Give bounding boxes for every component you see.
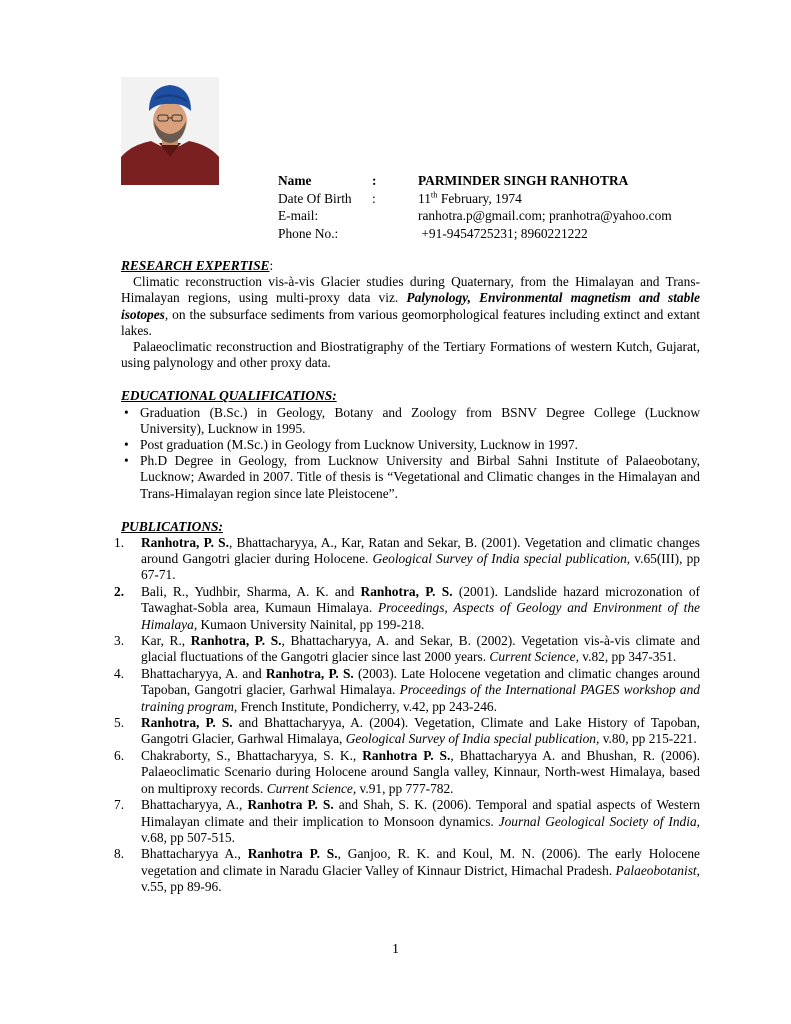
publication-author-highlight: Ranhotra, P. S. bbox=[360, 584, 453, 600]
publications-section bbox=[114, 518, 701, 895]
name-label: Name bbox=[278, 173, 312, 188]
publication-authors-pre: Bali, R., Yudhbir, Sharma, A. K. and bbox=[141, 584, 361, 600]
dob-day: 11 bbox=[418, 190, 431, 206]
publication-title: and Bhattacharyya, A. (2004). Vegetation, Climate and Lake History of Tapoban, Gangotri Glacier, Garhwal Himalaya, bbox=[141, 715, 700, 747]
publication-item bbox=[114, 715, 700, 747]
email-label: E-mail: bbox=[278, 208, 319, 223]
publication-journal: Current Science, bbox=[489, 649, 579, 665]
dob-value bbox=[418, 191, 522, 207]
publication-title: , Ganjoo, R. K. and Koul, M. N. (2006). The early Holocene vegetation and climate in Naradu Glacier Valley of Kinnaur District, Himachal Pradesh. bbox=[141, 846, 700, 878]
publication-number: 1. bbox=[114, 535, 125, 551]
publication-number: 2. bbox=[114, 584, 125, 600]
research-p1-text-c: , on the subsurface sediments from various geomorphological features including extinct and extant lakes. bbox=[121, 306, 700, 338]
publications-heading-colon: : bbox=[218, 518, 223, 534]
publication-author-highlight: Ranhotra P. S. bbox=[247, 797, 334, 813]
publication-journal: Proceedings, Aspects of Geology and Environment of the Himalaya bbox=[141, 600, 701, 632]
publication-item bbox=[114, 797, 700, 846]
publication-number: 3. bbox=[114, 633, 125, 649]
publication-item bbox=[114, 748, 700, 797]
research-heading-colon: : bbox=[269, 258, 274, 273]
research-section bbox=[121, 258, 700, 371]
publication-author-highlight: Ranhotra, P. S. bbox=[141, 715, 233, 731]
publication-journal: Palaeobotanist bbox=[615, 862, 697, 878]
publication-item bbox=[114, 535, 700, 584]
publication-authors-pre: Bhattacharyya A., bbox=[141, 846, 248, 862]
research-paragraph-2: Palaeoclimatic reconstruction and Biostratigraphy of the Tertiary Formations of western Kutch, Gujarat, using palynology and other proxy data. bbox=[121, 339, 700, 371]
dob-colon: : bbox=[372, 190, 376, 206]
education-item: • Graduation (B.Sc.) in Geology, Botany and Zoology from BSNV Degree College (Lucknow University), Lucknow in 1995. bbox=[121, 405, 700, 437]
publications-heading: PUBLICATIONS bbox=[121, 518, 219, 534]
publication-journal: Current Science, bbox=[266, 780, 357, 796]
publication-authors-pre: Kar, R., bbox=[141, 633, 191, 649]
name-value: PARMINDER SINGH RANHOTRA bbox=[418, 173, 629, 188]
publication-number: 4. bbox=[114, 666, 125, 682]
dob-label: Date Of Birth bbox=[278, 190, 352, 206]
name-colon: : bbox=[372, 173, 377, 188]
publication-item bbox=[114, 666, 700, 715]
publication-journal: Geological Survey of India special publication, bbox=[345, 731, 600, 747]
publication-number: 7. bbox=[114, 797, 125, 813]
publication-item bbox=[114, 584, 700, 633]
research-p1-emphasis: Palynology, Environmental magnetism and stable isotopes bbox=[121, 290, 700, 322]
publication-details: v.80, pp 215-221. bbox=[599, 731, 697, 747]
publication-authors-pre: Bhattacharyya, A. and bbox=[141, 666, 266, 682]
phone-label: Phone No.: bbox=[278, 225, 339, 241]
publication-journal: Geological Survey of India special publication, bbox=[372, 551, 631, 567]
publication-author-highlight: Ranhotra, P. S. bbox=[265, 666, 354, 682]
publications-heading-line bbox=[121, 519, 700, 535]
publication-number: 8. bbox=[114, 846, 125, 862]
publication-title: (2001). Landslide hazard microzonation of Tawaghat-Sobla area, Kumaun Himalaya. bbox=[141, 584, 700, 616]
publication-author-highlight: Ranhotra P. S. bbox=[247, 846, 338, 862]
publication-details: v.65(III), pp 67-71. bbox=[141, 551, 701, 583]
publications-list bbox=[114, 535, 700, 895]
personal-info bbox=[278, 173, 672, 243]
publication-title: , Bhattacharyya A. and Bhushan, R. (2006). Palaeoclimatic Scenario during Holocene around Sangla valley, Kinnaur, North-west Himalaya, based on multiproxy records. bbox=[141, 748, 700, 796]
phone-row bbox=[278, 226, 672, 244]
publication-author-highlight: Ranhotra, P. S. bbox=[190, 633, 282, 649]
profile-photo bbox=[121, 77, 219, 185]
name-row bbox=[278, 173, 672, 191]
research-paragraph-1 bbox=[121, 274, 700, 339]
education-list bbox=[121, 405, 700, 502]
publication-item bbox=[114, 846, 700, 895]
dob-suffix: th bbox=[430, 189, 438, 200]
education-item: • Post graduation (M.Sc.) in Geology from Lucknow University, Lucknow in 1997. bbox=[121, 437, 700, 453]
education-item: • Ph.D Degree in Geology, from Lucknow University and Birbal Sahni Institute of Palaeobotany, Lucknow; Awarded in 2007. Title of thesis is “Vegetational and Climatic changes in the Himalayan and Trans-Himalayan region since late Pleistocene”. bbox=[121, 453, 700, 502]
publication-details: , v.68, pp 507-515. bbox=[141, 813, 700, 845]
publication-author-highlight: Ranhotra, P. S. bbox=[141, 535, 229, 551]
publication-journal: Proceedings of the International PAGES workshop and training program bbox=[141, 682, 700, 714]
publication-item bbox=[114, 633, 700, 665]
publication-details: , French Institute, Pondicherry, v.42, pp 243-246. bbox=[233, 698, 497, 714]
publication-details: , Kumaon University Nainital, pp 199-218. bbox=[193, 616, 425, 632]
research-heading: RESEARCH EXPERTISE bbox=[121, 258, 270, 273]
publication-authors-pre: Chakraborty, S., Bhattacharyya, S. K., bbox=[141, 748, 363, 764]
publication-details: , v.55, pp 89-96. bbox=[141, 862, 700, 894]
publication-title: , Bhattacharyya, A. and Sekar, B. (2002). Vegetation vis-à-vis climate and glacial fluctuations of the Gangotri glacier since last 2000 years. bbox=[141, 633, 700, 665]
education-heading: EDUCATIONAL QUALIFICATIONS: bbox=[121, 388, 337, 404]
research-p1-text-a: Climatic reconstruction vis-à-vis Glacier studies during Quaternary, from the Himalayan and Trans-Himalayan regions, using multi-proxy data viz. bbox=[121, 274, 700, 306]
publication-journal: Journal Geological Society of India bbox=[498, 813, 697, 829]
cv-content bbox=[114, 258, 701, 912]
publication-title: and Shah, S. K. (2006). Temporal and spatial aspects of Western Himalayan climate and their implication to Monsoon dynamics. bbox=[141, 797, 701, 829]
publication-title: (2003). Late Holocene vegetation and climatic changes around Tapoban, Gangotri glacier, Garhwal Himalaya. bbox=[141, 666, 700, 698]
dob-rest: February, 1974 bbox=[437, 190, 522, 206]
page-number: 1 bbox=[392, 942, 399, 957]
publication-number: 6. bbox=[114, 748, 125, 764]
publication-author-highlight: Ranhotra P. S. bbox=[362, 748, 451, 764]
publication-details: v.82, pp 347-351. bbox=[578, 649, 677, 665]
research-heading-line bbox=[121, 258, 700, 274]
email-value: ranhotra.p@gmail.com; pranhotra@yahoo.com bbox=[418, 208, 672, 223]
publication-details: v.91, pp 777-782. bbox=[356, 780, 454, 796]
publication-title: , Bhattacharyya, A., Kar, Ratan and Sekar, B. (2001). Vegetation and climatic changes around Gangotri glacier during Holocene. bbox=[141, 535, 700, 567]
dob-row bbox=[278, 191, 672, 209]
publication-number: 5. bbox=[114, 715, 125, 731]
phone-value: +91-9454725231; 8960221222 bbox=[418, 225, 588, 241]
publication-authors-pre: Bhattacharyya, A., bbox=[141, 797, 248, 813]
person-portrait-icon bbox=[121, 77, 219, 185]
email-row bbox=[278, 208, 672, 226]
education-section bbox=[121, 388, 700, 501]
